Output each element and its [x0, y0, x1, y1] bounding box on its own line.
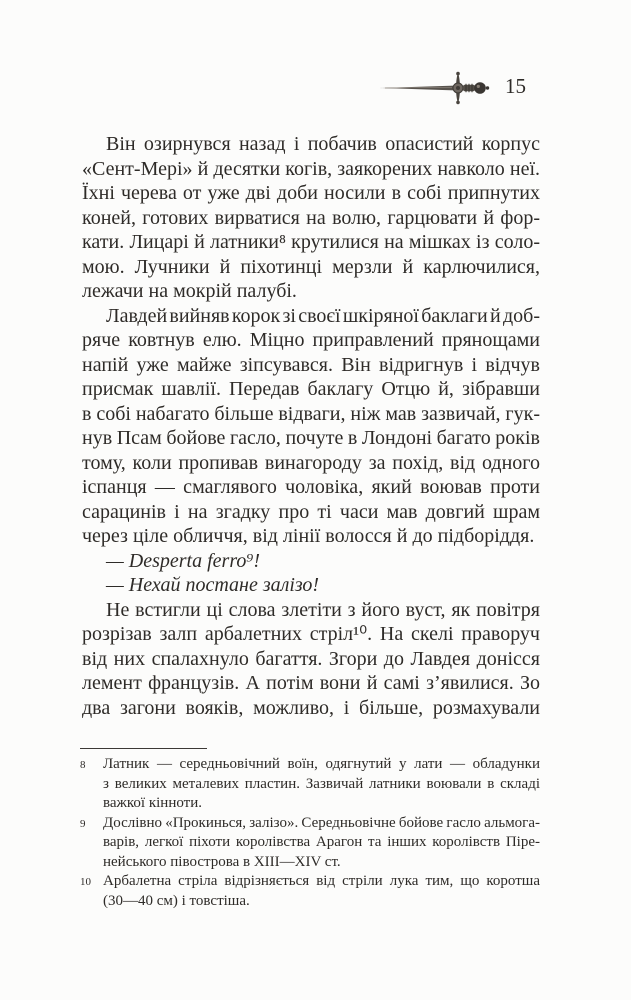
text-line: нув Псам бойове гасло, почуте в Лондоні багато років: [82, 427, 540, 449]
footnote-item: [80, 872, 540, 911]
text-line: в собі набагато більше відваги, ніж мав зазвичай, гук-: [82, 402, 540, 425]
text-line: від них спалахнуло багаття. Згори до Лавдея донісся: [82, 647, 540, 670]
text-line: важкої кінноти.: [103, 795, 202, 811]
dialogue-paragraph: [82, 549, 540, 574]
text-line: сарацинів і на згадку про ті часи мав довгий шрам: [82, 500, 540, 523]
paragraph: [82, 304, 540, 549]
page-number: 15: [505, 74, 526, 98]
footnote-divider: [80, 748, 207, 749]
text-line: іспанця — смаглявого чоловіка, який воював проти: [82, 476, 540, 498]
paragraph: [82, 598, 540, 721]
page-header: [0, 0, 631, 110]
footnote-marker: 9: [80, 817, 86, 830]
text-line: варів, легкої піхоти королівства Арагон та інших королівств Піре-: [103, 834, 540, 850]
text-line: (30—40 см) і товстіша.: [103, 892, 250, 909]
text-line: «Сент-Мері» й десятки когів, заякорених навколо неї.: [82, 157, 540, 180]
text-line: лемент французів. А потім вони й самі з’явилися. Зо: [82, 672, 540, 694]
footnote-text: [103, 814, 540, 873]
text-line: лежачи на мокрій палубі.: [82, 280, 297, 302]
text-line: через ціле обличчя, від лінії волосся й до підборіддя.: [82, 525, 535, 547]
footnote-text: [103, 872, 540, 911]
text-line: нейського півострова в XIII—XIV ст.: [103, 853, 341, 870]
text-line: розрізав залп арбалетних стріл¹⁰. На скелі праворуч: [82, 623, 540, 645]
sword-ornament-icon: [378, 71, 490, 105]
text-line: — Нехай постане залізо!: [106, 574, 320, 596]
text-line: Він озирнувся назад і побачив опасистий корпус: [106, 133, 540, 155]
footnotes-section: [80, 748, 540, 911]
footnote-item: [80, 755, 540, 814]
body-text: [82, 132, 540, 720]
footnote-marker: 10: [80, 876, 91, 888]
text-line: напій уже майже зіпсувався. Він відригнув і відчув: [82, 353, 540, 376]
text-line: Не встигли ці слова злетіти з його вуст, як повітря: [106, 598, 540, 621]
text-line: кати. Лицарі й латники⁸ крутилися на мішках із соло-: [82, 231, 540, 253]
paragraph: [82, 132, 540, 304]
text-line: коней, готових вирватися на волю, гарцювати й фор-: [82, 206, 540, 229]
text-line: ряче ковтнув елю. Міцно приправлений прянощами: [82, 329, 540, 351]
text-line: мою. Лучники й піхотинці мерзли й карлючилися,: [82, 255, 540, 278]
footnote-item: [80, 814, 540, 873]
text-line: Лавдей вийняв корок зі своєї шкіряної баклаги й доб-: [106, 304, 540, 327]
footnote-list: [80, 755, 540, 911]
text-line: Дослівно «Прокинься, залізо». Середньовічне бойове гасло альмога-: [103, 814, 540, 831]
text-line: Арбалетна стріла відрізняється від стріли лука тим, що коротша: [103, 873, 540, 889]
text-line: тому, коли пропивав винагороду за похід, від одного: [82, 451, 540, 474]
text-line: — Desperta ferro⁹!: [106, 549, 260, 572]
text-line: два загони вояків, можливо, і більше, розмахували: [82, 696, 540, 719]
text-line: Їхні черева от уже дві доби носили в собі припнутих: [82, 182, 540, 204]
footnote-marker: 8: [80, 759, 86, 771]
footnote-text: [103, 755, 540, 814]
dialogue-paragraph: [82, 573, 540, 598]
text-line: Латник — середньовічний воїн, одягнутий у лати — обладунки: [103, 756, 540, 772]
text-line: присмак шавлії. Передав баклагу Отцю й, зібравши: [82, 378, 540, 400]
text-line: з великих металевих пластин. Зазвичай латники воювали в складі: [103, 775, 540, 792]
